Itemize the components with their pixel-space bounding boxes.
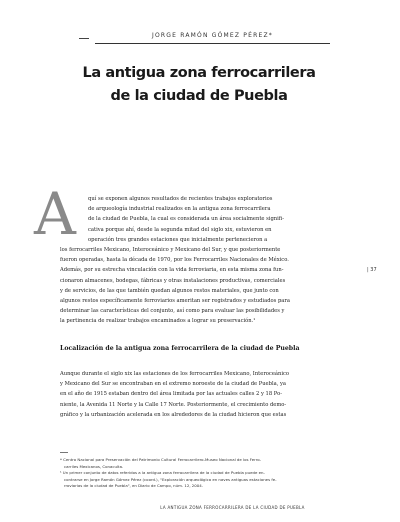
- corner-mark: [79, 38, 89, 39]
- paragraph-line: niente, la Avenida 11 Norte y la Calle 17 Norte. Posteriormente, el crecimiento demo-: [60, 401, 287, 408]
- paragraph-line: determinar las características del conjunto, así como para evaluar las posibilidades y: [60, 308, 285, 315]
- paragraph-line: algunos restos específicamente ferroviarios ameritan ser registrados y estudiados para: [60, 298, 290, 305]
- title-line-2: de la ciudad de Puebla: [110, 88, 288, 104]
- title-line-1: La antigua zona ferrocarrilera: [82, 65, 316, 81]
- header-rule: [95, 43, 330, 44]
- drop-cap: A: [34, 180, 76, 248]
- paragraph-line: y de servicios, de las que también quedan algunos restos materiales, que junto con: [60, 287, 279, 294]
- paragraph-line: de arqueología industrial realizados en la antigua zona ferrocarrilera: [88, 206, 271, 213]
- paragraph-line: en el año de 1915 estaban dentro del área limitada por las actuales calles 2 y 18 Po-: [60, 391, 282, 398]
- section-heading: Localización de la antigua zona ferrocarrilera de la ciudad de Puebla: [60, 345, 300, 352]
- section-paragraph: [60, 369, 362, 420]
- paragraph-line: Aunque durante el siglo xix las estaciones de los ferrocarriles Mexicano, Interoceánico: [60, 371, 290, 377]
- paragraph-line: fueron operadas, hasta la década de 1970, por los Ferrocarriles Nacionales de México.: [60, 257, 289, 264]
- paragraph-line: los ferrocarriles Mexicano, Interoceánico y Mexicano del Sur, y que posteriormente: [60, 247, 281, 254]
- page-number: | 37: [367, 267, 377, 273]
- paragraph-line: cionaron almacenes, bodegas, fábricas y otras instalaciones productivas, comerciales: [60, 277, 286, 284]
- running-footer: LA ANTIGUA ZONA FERROCARRILERA DE LA CIUDAD DE PUEBLA: [160, 505, 305, 510]
- footnote-line: * Centro Nacional para Preservación del Patrimonio Cultural Ferrocarrilero-Museo Nacional de los Ferro-: [60, 457, 262, 462]
- paragraph-line: cativa porque ahí, desde la segunda mitad del siglo xix, estuvieron en: [88, 226, 272, 233]
- paragraph-line: de la ciudad de Puebla, la cual es considerada un área socialmente signifi-: [88, 216, 284, 223]
- running-header-author: JORGE RAMÓN GÓMEZ PÉREZ*: [152, 32, 273, 39]
- paragraph-line: y Mexicano del Sur se encontraban en el extremo noroeste de la ciudad de Puebla, ya: [60, 381, 287, 388]
- footnote-line: ¹ Un primer conjunto de datos referidos a la antigua zona ferrocarrilera de la ciudad de Puebla puede en-: [60, 470, 265, 476]
- article-title: [40, 62, 358, 108]
- paragraph-line: gráfico y la urbanización acelerada en los alrededores de la ciudad hicieron que estas: [60, 411, 287, 418]
- paragraph-line: quí se exponen algunos resultados de recientes trabajos exploratorios: [88, 196, 273, 202]
- paragraph-line: Además, por su estrecha vinculación con la vida ferroviaria, en esta misma zona fun-: [60, 267, 284, 274]
- footnote-line: contrarse en Jorge Ramón Gómez Pérez (coord.), "Exploración arqueológica en naves antiguas estaciones fe-: [64, 476, 277, 482]
- footnote-line: rroviarias de la ciudad de Puebla", en Diario de Campo, núm. 12, 2004.: [64, 483, 203, 489]
- paragraph-line: la pertinencia de realizar trabajos encaminados a lograr su preservación.¹: [60, 318, 256, 325]
- paragraph-line: operación tres grandes estaciones que inicialmente pertenecieron a: [88, 236, 268, 243]
- footnote-rule: [60, 452, 68, 453]
- intro-paragraph: [60, 194, 362, 327]
- footnotes: [60, 457, 362, 490]
- footnote-line: carriles Mexicanos, Conaculta.: [64, 463, 124, 469]
